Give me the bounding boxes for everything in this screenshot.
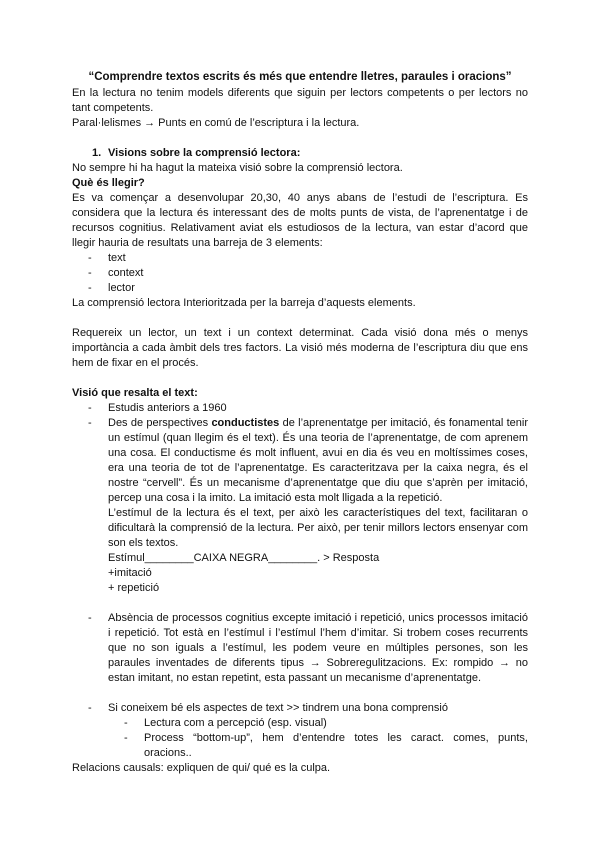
intro-paragraph: En la lectura no tenim models diferents que siguin per lectors competents o per lectors no tant competents. [72, 87, 528, 114]
list-item: - Absència de processos cognitius excepte imitació i repetició, unics processos imitació i repetició. Tot està en l’estímul i l’estímul l’hem d’imitar. Si trobem coses recurrents que no son iguals a l’estímul, les podem veure en múltiples persones, son les paraules inventades de diferents tipus → Sobreregulitzacions. Ex: rompido → no estan imitant, no estan repetint, esta passant un mecanisme d’aprenentatge. [88, 611, 528, 686]
item-text: Si coneixem bé els aspectes de text >> tindrem una bona comprensió [108, 702, 448, 714]
item-paragraph: L’estímul de la lectura és el text, per això les característiques del text, facilitaran o dificultarà la comprensió de la lectura. Per això, per tenir millors lectors ensenyar com son els textos. [108, 507, 528, 549]
spacer [72, 596, 528, 611]
item-text: de l’aprenentatge per imitació, és fonamental tenir un estímul (quan llegim és el text). És una teoria de l’aprenentatge, de com aprenem una cosa. El conductisme és molt influent, avui en dia és veu en moltíssimes coses, era una teoria de tot de l’aprenentatge. Es caracteritzava per la caixa negra, és el nostre “cervell”. És un mecanisme d’aprenentatge que diu que s’aprèn per imitació, percep una cosa i la imito. La imitació esta molt lligada a la repetició. [108, 417, 528, 504]
list-item [88, 701, 528, 761]
section-intro-line: No sempre hi ha hagut la mateixa visió sobre la comprensió lectora. [72, 162, 403, 174]
elements-list [72, 251, 528, 296]
section-heading [72, 146, 528, 161]
list-item [88, 416, 528, 596]
sub-list [108, 716, 528, 761]
closing-line: Relacions causals: expliquen de qui/ qué es la culpa. [72, 762, 331, 774]
parallelisms-line: Paral·lelismes → Punts en comú de l’escriptura i la lectura. [72, 117, 360, 129]
section-number: 1. [92, 147, 102, 159]
section-heading-text: Visions sobre la comprensió lectora: [108, 147, 301, 159]
spacer [72, 311, 528, 326]
vision-list [72, 701, 528, 761]
list-item: - text [88, 251, 528, 266]
requirements-paragraph: Requereix un lector, un text i un context determinat. Cada visió dona més o menys importància a cada àmbit dels tres factors. La visió més moderna de l’escriptura diu que ens hem de fixar en el procés. [72, 327, 528, 369]
list-item: - Estudis anteriors a 1960 [88, 401, 528, 416]
summary-line: La comprensió lectora Interioritzada per la barreja d’aquests elements. [72, 297, 416, 309]
vision-list [72, 611, 528, 686]
vision-heading: Visió que resalta el text: [72, 387, 198, 399]
emphasis-term: conductistes [211, 417, 280, 429]
spacer [72, 371, 528, 386]
reading-paragraph: Es va començar a desenvolupar 20,30, 40 anys abans de l’estudi de l’escriptura. Es considera que la lectura és interessant des de molts punts de vista, de l’aprenentatge i de recursos cognitius. Relativament aviat els estudiosos de la lectura, van estar d’acord que llegir hauria de resultats una barreja de 3 elements: [72, 192, 528, 249]
list-item: - lector [88, 281, 528, 296]
item-text: Des de perspectives [108, 417, 212, 429]
list-item: - context [88, 266, 528, 281]
scheme-line: Estímul________CAIXA NEGRA________. > Resposta [108, 552, 380, 564]
scheme-line: +imitació [108, 567, 152, 579]
scheme-line: + repetició [108, 582, 160, 594]
list-item: - Process “bottom-up”, hem d’entendre totes les caract. comes, punts, oracions.. [124, 731, 528, 761]
page-title: “Comprendre textos escrits és més que entendre lletres, paraules i oracions” [88, 71, 512, 83]
question-heading: Què és llegir? [72, 177, 145, 189]
vision-list [72, 401, 528, 596]
list-item: - Lectura com a percepció (esp. visual) [124, 716, 528, 731]
spacer [72, 686, 528, 701]
spacer [72, 131, 528, 146]
